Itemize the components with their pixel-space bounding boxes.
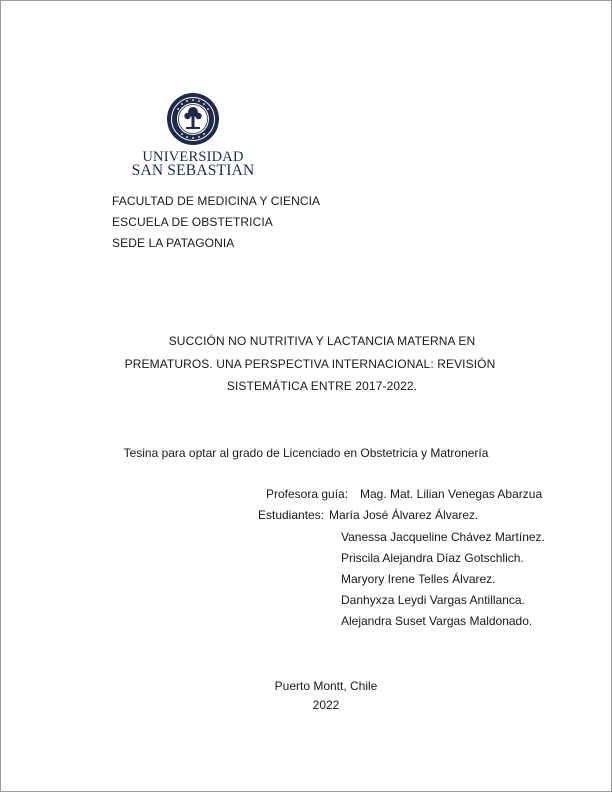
student-name: Priscila Alejandra Díaz Gotschlich. xyxy=(341,551,524,565)
advisor-label: Profesora guía: xyxy=(266,487,349,501)
students-label: Estudiantes: xyxy=(258,508,325,522)
university-seal-icon xyxy=(166,92,220,146)
student-name: Alejandra Suset Vargas Maldonado. xyxy=(341,614,533,628)
thesis-title-line2: PREMATUROS. UNA PERSPECTIVA INTERNACIONAL: REVISIÓN xyxy=(124,357,496,371)
student-name: Vanessa Jacqueline Chávez Martínez. xyxy=(341,530,545,544)
year: 2022 xyxy=(312,698,340,712)
school-name: ESCUELA DE OBSTETRICIA xyxy=(112,215,273,229)
student-name: Maryory Irene Telles Álvarez. xyxy=(341,572,496,586)
location: Puerto Montt, Chile xyxy=(274,679,378,693)
university-name-line2: SAN SEBASTIAN xyxy=(131,162,255,179)
student-name: Danhyxza Leydi Vargas Antillanca. xyxy=(341,593,525,607)
university-name-line1: UNIVERSIDAD xyxy=(142,149,244,165)
student-name: María José Álvarez Álvarez. xyxy=(329,508,479,522)
degree-statement: Tesina para optar al grado de Licenciado en Obstetricia y Matronería xyxy=(123,446,489,460)
thesis-title-line1: SUCCIÓN NO NUTRITIVA Y LACTANCIA MATERNA EN xyxy=(168,334,476,348)
thesis-title-line3: SISTEMÁTICA ENTRE 2017-2022. xyxy=(226,379,418,393)
campus-name: SEDE LA PATAGONIA xyxy=(112,236,235,250)
faculty-name: FACULTAD DE MEDICINA Y CIENCIA xyxy=(112,194,321,208)
advisor-name: Mag. Mat. Lilian Venegas Abarzua xyxy=(360,487,543,501)
